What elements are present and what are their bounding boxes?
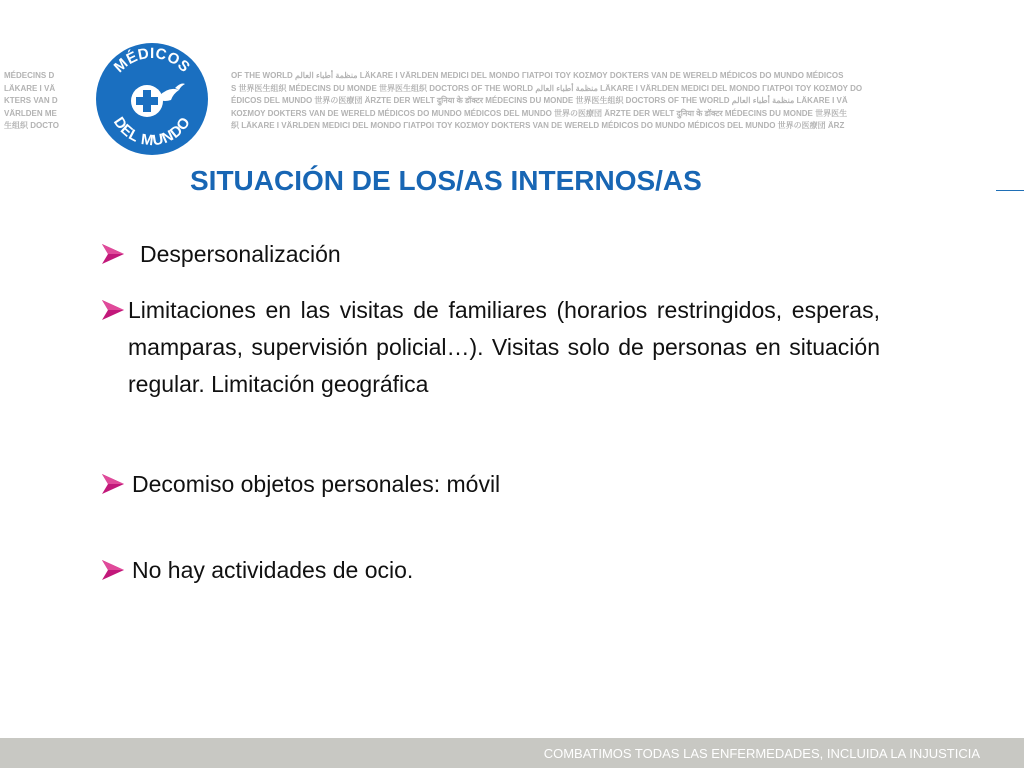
banner-line: ÉDICOS DEL MUNDO 世界の医療団 ÄRZTE DER WELT दुनिया के डॉक्टर MÉDECINS DU MONDE 世界医生组织 DOCTORS OF THE WORLD منظمة أطباء العالم LÄKARE I VÄ <box>231 96 848 106</box>
bullet-item <box>100 236 880 273</box>
banner-line: ΚΟΣΜΟΥ DOKTERS VAN DE WERELD MÉDICOS DO MUNDO MÉDICOS DEL MUNDO 世界の医療団 ÄRZTE DER WELT दुनिया के डॉक्टर MÉDECINS DU MONDE 世界医生 <box>231 108 848 118</box>
logo-text-top: MÉDICOS <box>110 44 194 77</box>
footer-bar <box>0 738 1024 768</box>
medicos-del-mundo-logo <box>95 42 209 156</box>
banner-line: KTERS VAN D <box>4 96 58 106</box>
banner-line: VÄRLDEN ME <box>4 108 57 118</box>
multilingual-banner-left <box>4 70 74 132</box>
logo-text-bottom: DEL MUNDO <box>109 114 195 150</box>
banner-line: LÄKARE I VÄ <box>4 83 56 93</box>
banner-line: MÉDECINS D <box>4 71 55 80</box>
bullet-text: No hay actividades de ocio. <box>132 557 414 583</box>
bullet-text: Despersonalización <box>140 241 341 267</box>
banner-line: 织 LÄKARE I VÄRLDEN MEDICI DEL MONDO ΓΙΑΤΡΟΙ ΤΟΥ ΚΟΣΜΟΥ DOKTERS VAN DE WERELD MÉDICOS DO MUNDO MÉDICOS DEL MUNDO 世界の医療団 ÄRZ <box>231 121 845 131</box>
arrow-bullet-icon <box>100 298 126 322</box>
bullet-item <box>100 292 880 403</box>
bullet-item <box>100 552 880 589</box>
footer-slogan: COMBATIMOS TODAS LAS ENFERMEDADES, INCLUIDA LA INJUSTICIA <box>543 746 980 761</box>
bullet-text: Decomiso objetos personales: móvil <box>132 471 501 497</box>
multilingual-banner-right <box>231 70 1017 132</box>
bullet-item <box>100 466 880 503</box>
arrow-bullet-icon <box>100 242 126 266</box>
slide-title: SITUACIÓN DE LOS/AS INTERNOS/AS <box>190 165 702 196</box>
bullet-text: Limitaciones en las visitas de familiares (horarios restringidos, esperas, mamparas, supervisión policial…). Visitas solo de personas en situación regular. Limitación geográfica <box>128 297 880 397</box>
accent-line <box>996 190 1024 191</box>
arrow-bullet-icon <box>100 472 126 496</box>
arrow-bullet-icon <box>100 558 126 582</box>
banner-line: S 世界医生组织 MÉDECINS DU MONDE 世界医生组织 DOCTORS OF THE WORLD منظمة أطباء العالم LÄKARE I VÄRLDEN MEDICI DEL MONDO ΓΙΑΤΡΟΙ ΤΟΥ ΚΟΣΜΟΥ DO <box>231 83 863 93</box>
banner-line: 生组织 DOCTO <box>4 121 59 131</box>
banner-line: OF THE WORLD منظمة أطباء العالم LÄKARE I VÄRLDEN MEDICI DEL MONDO ΓΙΑΤΡΟΙ ΤΟΥ ΚΟΣΜΟΥ DOKTERS VAN DE WERELD MÉDICOS DO MUNDO MÉDICOS <box>231 71 844 80</box>
